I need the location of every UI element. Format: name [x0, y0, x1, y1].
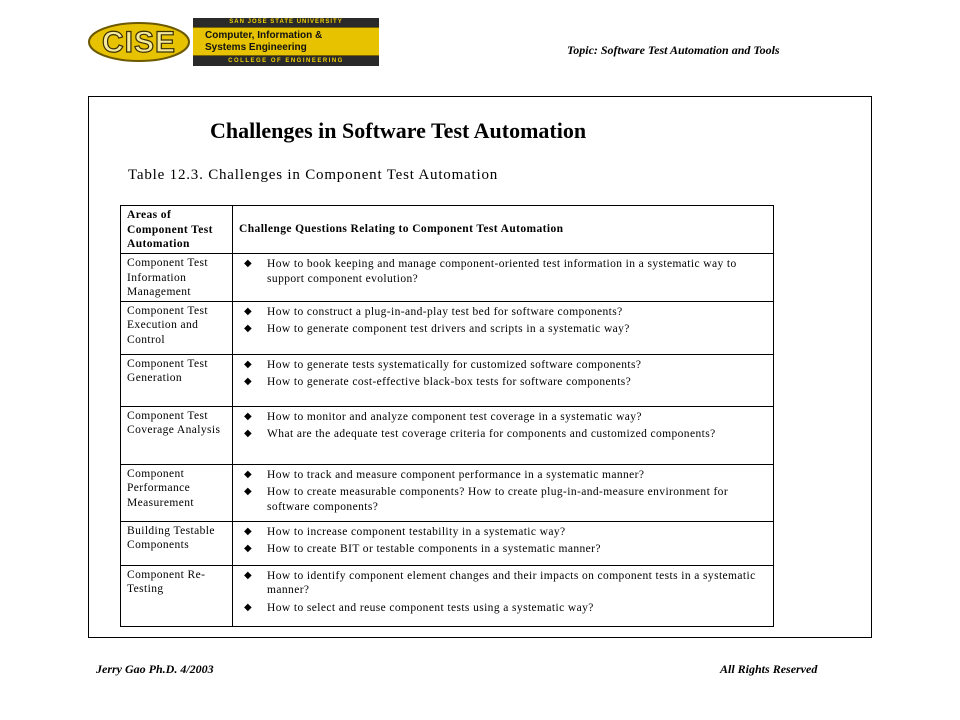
- questions-cell: [233, 565, 774, 626]
- diamond-bullet-icon: ◆: [244, 525, 253, 537]
- table-row: [121, 565, 774, 626]
- diamond-bullet-icon: ◆: [244, 569, 253, 581]
- question-text: How to generate tests systematically for customized software components?: [267, 358, 642, 371]
- question-list: [239, 257, 769, 286]
- challenges-table: [120, 205, 774, 627]
- question-item: [239, 468, 769, 483]
- question-list: [239, 358, 769, 390]
- question-item: [239, 305, 769, 320]
- header-questions-label: Challenge Questions Relating to Component Test Automation: [239, 223, 564, 235]
- question-item: [239, 569, 769, 598]
- questions-cell: [233, 521, 774, 565]
- logo-line2: Systems Engineering: [205, 42, 307, 53]
- question-item: [239, 427, 769, 442]
- diamond-bullet-icon: ◆: [244, 468, 253, 480]
- question-list: [239, 410, 769, 442]
- slide-title: Challenges in Software Test Automation: [210, 118, 587, 143]
- question-item: [239, 542, 769, 557]
- table-header-row: [121, 206, 774, 254]
- slide-topic: Topic: Software Test Automation and Tools: [567, 43, 780, 57]
- question-text: How to generate component test drivers and scripts in a systematic way?: [267, 323, 630, 335]
- diamond-bullet-icon: ◆: [244, 358, 253, 370]
- diamond-bullet-icon: ◆: [244, 601, 253, 613]
- question-text: How to generate cost-effective black-box tests for software components?: [267, 376, 632, 388]
- area-cell: Component Test Information Management: [121, 254, 233, 302]
- diamond-bullet-icon: ◆: [244, 323, 253, 334]
- diamond-bullet-icon: ◆: [244, 258, 253, 269]
- footer-rights: All Rights Reserved: [720, 662, 818, 676]
- area-cell: Component Re-Testing: [121, 565, 233, 626]
- question-text: How to create BIT or testable components in a systematic manner?: [267, 543, 601, 555]
- area-cell: Component Test Execution and Control: [121, 301, 233, 354]
- cise-logo-letters: [88, 22, 190, 62]
- table-row: [121, 354, 774, 406]
- question-item: [239, 322, 769, 337]
- question-list: [239, 569, 769, 616]
- question-item: [239, 601, 769, 616]
- footer-author: Jerry Gao Ph.D. 4/2003: [96, 662, 214, 676]
- header-questions: [233, 206, 774, 254]
- question-item: [239, 485, 769, 514]
- table-row: [121, 254, 774, 302]
- question-text: How to monitor and analyze component test coverage in a systematic way?: [267, 410, 642, 423]
- question-text: How to select and reuse component tests using a systematic way?: [267, 601, 594, 614]
- questions-cell: [233, 464, 774, 521]
- logo-band: [193, 18, 379, 66]
- table-caption: Table 12.3. Challenges in Component Test Automation: [128, 167, 499, 183]
- logo-university: SAN JOSE STATE UNIVERSITY: [193, 18, 379, 27]
- question-text: How to create measurable components? How to create plug-in-and-measure environment for software components?: [267, 486, 729, 513]
- questions-cell: [233, 406, 774, 464]
- diamond-bullet-icon: ◆: [244, 410, 253, 422]
- question-text: How to construct a plug-in-and-play test bed for software components?: [267, 305, 623, 318]
- questions-cell: [233, 301, 774, 354]
- question-list: [239, 305, 769, 337]
- question-item: [239, 358, 769, 373]
- table-body: [121, 254, 774, 627]
- svg-text:CISE: CISE: [101, 26, 177, 59]
- question-item: [239, 410, 769, 425]
- header-areas: Areas of Component Test Automation: [121, 206, 233, 254]
- diamond-bullet-icon: ◆: [244, 486, 253, 497]
- logo-department: [193, 27, 379, 56]
- question-text: How to track and measure component performance in a systematic manner?: [267, 468, 645, 481]
- area-cell: Component Test Coverage Analysis: [121, 406, 233, 464]
- question-item: [239, 375, 769, 390]
- question-list: [239, 468, 769, 515]
- diamond-bullet-icon: ◆: [244, 305, 253, 317]
- diamond-bullet-icon: ◆: [244, 543, 253, 554]
- question-text: How to identify component element changes and their impacts on component tests in a systematic manner?: [267, 569, 756, 596]
- diamond-bullet-icon: ◆: [244, 428, 253, 439]
- logo-college: COLLEGE OF ENGINEERING: [193, 56, 379, 66]
- area-cell: Component Performance Measurement: [121, 464, 233, 521]
- diamond-bullet-icon: ◆: [244, 376, 253, 387]
- question-list: [239, 525, 769, 557]
- table-row: [121, 521, 774, 565]
- question-text: How to book keeping and manage component-oriented test information in a systematic way to support component evolution?: [267, 258, 737, 285]
- area-cell: Component Test Generation: [121, 354, 233, 406]
- table-row: [121, 406, 774, 464]
- logo-line1: Computer, Information &: [205, 30, 323, 41]
- questions-cell: [233, 354, 774, 406]
- question-item: [239, 257, 769, 286]
- area-cell: Building Testable Components: [121, 521, 233, 565]
- questions-cell: [233, 254, 774, 302]
- cise-logo: [88, 18, 380, 66]
- question-item: [239, 525, 769, 540]
- question-text: What are the adequate test coverage criteria for components and customized components?: [267, 428, 716, 440]
- question-text: How to increase component testability in a systematic way?: [267, 525, 566, 538]
- table-row: [121, 464, 774, 521]
- table-row: [121, 301, 774, 354]
